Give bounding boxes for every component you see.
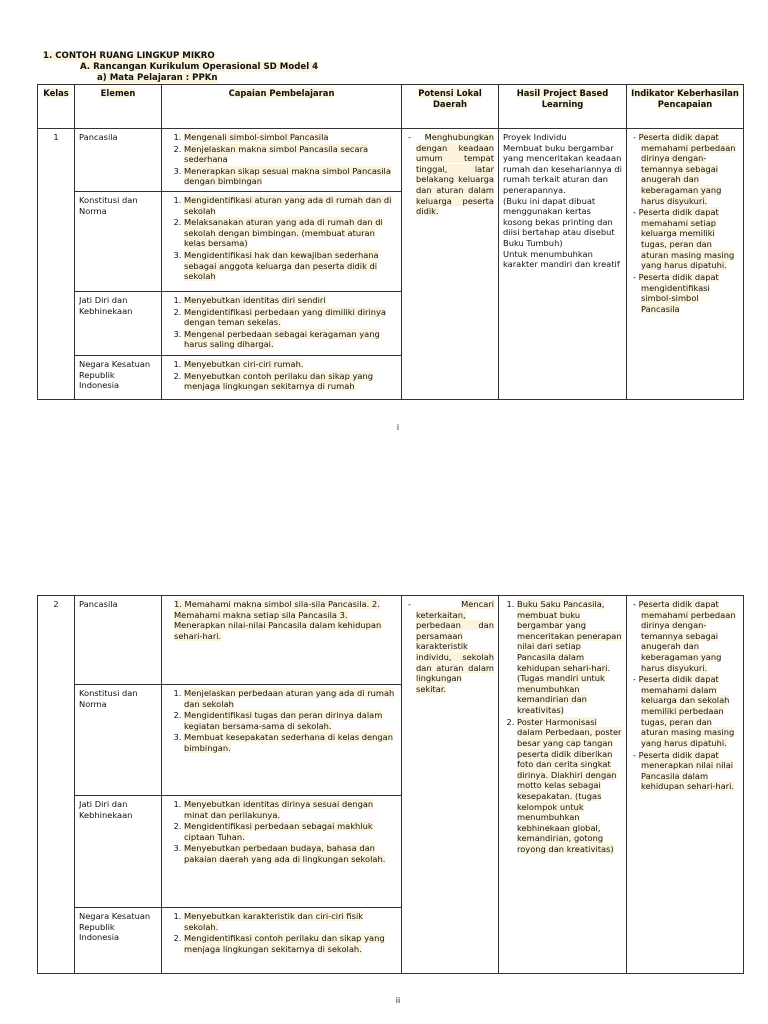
page-number: i [396, 423, 400, 432]
elemen-cell: Jati Diri dan Kebhinekaan [75, 292, 162, 356]
kelas-cell: 2 [38, 596, 75, 974]
header-kelas: Kelas [38, 85, 75, 129]
capaian-item: Membuat kesepakatan sederhana di kelas dengan bimbingan. [184, 732, 394, 754]
potensi-cell: - Menghubungkan dengan keadaan umum tempat tinggal, latar belakang keluarga dan aturan dalam keluarga peserta didik. [402, 129, 499, 400]
potensi-text: Mencari keterkaitan, perbedaan dan persamaan karakteristik individu, sekolah dan aturan dalam lingkungan sekitar. [416, 599, 494, 694]
heading-rancangan: A. Rancangan Kurikulum Operasional SD Model 4 [80, 62, 319, 72]
hasil-line: Untuk menumbuhkan karakter mandiri dan kreatif [503, 248, 620, 270]
indikator-item: Peserta didik dapat mengidentifikasi simbol-simbol Pancasila [638, 271, 719, 314]
hasil-line: Membuat buku bergambar yang menceritakan keadaan rumah dan kesehariannya di rumah terkait aturan dan penerapannya. [503, 142, 622, 196]
kelas-cell: 1 [38, 129, 75, 400]
curriculum-table-kelas-2 [37, 595, 744, 974]
capaian-item: Menyebutkan perbedaan budaya, bahasa dan pakaian daerah yang ada di lingkungan sekolah. [184, 843, 386, 865]
capaian-cell [162, 129, 402, 192]
indikator-item: Peserta didik dapat memahami dalam keluarga dan sekolah memiliki perbedaan tugas, peran dan aturan masing masing yang harus dipatuhi. [638, 674, 735, 748]
capaian-item: Menyebutkan contoh perilaku dan sikap yang menjaga lingkungan sekitarnya di rumah [184, 370, 374, 392]
header-elemen: Elemen [75, 85, 162, 129]
subject-heading [97, 73, 218, 84]
page-number: ii [395, 996, 401, 1005]
capaian-cell [162, 292, 402, 356]
elemen-cell: Pancasila [75, 596, 162, 685]
capaian-cell [162, 596, 402, 685]
indikator-item: Peserta didik dapat memahami setiap keluarga memiliki tugas, peran dan aturan masing masing yang harus dipatuhi. [638, 207, 735, 271]
capaian-item: Menyebutkan identitas diri sendiri [184, 295, 326, 306]
capaian-item: Menyebutkan identitas dirinya sesuai dengan minat dan perilakunya. [184, 799, 374, 820]
header-capaian: Capaian Pembelajaran [162, 85, 402, 129]
hasil-cell [499, 129, 627, 400]
capaian-item: Mengenal perbedaan sebagai keragaman yang harus saling dihargai. [184, 328, 380, 350]
elemen-cell: Pancasila [75, 129, 162, 192]
hasil-cell [499, 596, 627, 974]
potensi-cell: - Mencari keterkaitan, perbedaan dan persamaan karakteristik individu, sekolah dan aturan dalam lingkungan sekitar. [402, 596, 499, 974]
hasil-line: (Buku ini dapat dibuat menggunakan kertas kosong bekas printing dan diisi bertahap atau disebut Buku Tumbuh) [503, 195, 615, 249]
capaian-item: Mengidentifikasi perbedaan yang dimiliki dirinya dengan teman sekelas. [184, 306, 387, 328]
capaian-cell [162, 908, 402, 974]
indikator-cell: - Peserta didik dapat memahami perbedaan dirinya dengan-temannya sebagai anugerah dan keberagaman yang harus disyukuri. - Peserta didik dapat memahami setiap keluarga memiliki tugas, peran dan aturan masing masing yang harus dipatuhi. - Peserta didik dapat mengidentifikasi simbol-simbol Pancasila [627, 129, 744, 400]
capaian-cell [162, 685, 402, 796]
capaian-cell [162, 192, 402, 292]
header-indikator: Indikator Keberhasilan Pencapaian [627, 85, 744, 129]
elemen-cell: Negara Kesatuan Republik Indonesia [75, 356, 162, 400]
capaian-cell [162, 796, 402, 908]
capaian-item: Mengidentifikasi aturan yang ada di rumah dan di sekolah [184, 195, 392, 216]
elemen-cell: Konstitusi dan Norma [75, 685, 162, 796]
capaian-item: 1. Memahami makna simbol sila-sila Pancasila. 2. Memahami makna setiap sila Pancasila 3. Menerapkan nilai-nilai Pancasila dalam kehidupan sehari-hari. [174, 599, 382, 641]
capaian-item: Menerapkan sikap sesuai makna simbol Pancasila dengan bimbingan [184, 165, 391, 187]
elemen-cell: Negara Kesatuan Republik Indonesia [75, 908, 162, 974]
indikator-item: Peserta didik dapat memahami perbedaan dirinya dengan-temannya sebagai anugerah dan keberagaman yang harus disyukuri. [638, 132, 736, 206]
capaian-item: Mengidentifikasi hak dan kewajiban sederhana sebagai anggota keluarga dan peserta didik di sekolah [184, 250, 379, 282]
capaian-item: Mengidentifikasi tugas dan peran dirinya dalam kegiatan bersama-sama di sekolah. [184, 710, 383, 731]
curriculum-table-kelas-1 [37, 84, 744, 400]
hasil-line: Proyek Individu [503, 132, 567, 142]
header-potensi: Potensi Lokal Daerah [402, 85, 499, 129]
indikator-item: Peserta didik dapat menerapkan nilai nilai Pancasila dalam kehidupan sehari-hari. [638, 749, 735, 792]
sub-heading [80, 62, 318, 73]
elemen-cell: Konstitusi dan Norma [75, 192, 162, 292]
section-heading [43, 51, 215, 62]
capaian-cell [162, 356, 402, 400]
capaian-item: Mengidentifikasi perbedaan sebagai makhluk ciptaan Tuhan. [184, 821, 373, 842]
indikator-item: Peserta didik dapat memahami perbedaan dirinya dengan-temannya sebagai anugerah dan keberagaman yang harus disyukuri. [638, 599, 736, 673]
hasil-item: Buku Saku Pancasila, membuat buku bergambar yang menceritakan penerapan nilai dari setiap Pancasila dalam kehidupan sehari-hari. (Tugas mandiri untuk menumbuhkan kemandirian dan kreativitas) [517, 599, 622, 716]
capaian-item: Menjelaskan perbedaan aturan yang ada di rumah dan sekolah [184, 688, 395, 709]
table-row [38, 596, 744, 685]
header-hasil: Hasil Project Based Learning [499, 85, 627, 129]
capaian-item: Mengenali simbol-simbol Pancasila [184, 132, 329, 142]
capaian-item: Menyebutkan karakteristik dan ciri-ciri fisik sekolah. [184, 911, 364, 932]
indikator-cell: - Peserta didik dapat memahami perbedaan dirinya dengan-temannya sebagai anugerah dan keberagaman yang harus disyukuri. - Peserta didik dapat memahami dalam keluarga dan sekolah memiliki perbedaan tugas, peran dan aturan masing masing yang harus dipatuhi. - Peserta didik dapat menerapkan nilai nilai Pancasila dalam kehidupan sehari-hari. [627, 596, 744, 974]
capaian-item: Menyebutkan ciri-ciri rumah. [184, 359, 304, 370]
heading-ruang-lingkup: 1. CONTOH RUANG LINGKUP MIKRO [43, 51, 215, 61]
heading-mata-pelajaran: a) Mata Pelajaran : PPKn [97, 73, 218, 83]
capaian-item: Menjelaskan makna simbol Pancasila secara sederhana [184, 143, 369, 165]
capaian-item: Mengidentifikasi contoh perilaku dan sikap yang menjaga lingkungan sekitarnya di sekolah. [184, 933, 385, 954]
hasil-item: Poster Harmonisasi dalam Perbedaan, poster besar yang cap tangan peserta didik diberikan foto dan cerita singkat dirinya. Diakhiri dengan motto kelas sebagai kesepakatan. (tugas kelompok untuk menumbuhkan kebhinekaan global, kemandirian, gotong royong dan kreativitas) [517, 716, 622, 855]
elemen-cell: Jati Diri dan Kebhinekaan [75, 796, 162, 908]
capaian-item: Melaksanakan aturan yang ada di rumah dan di sekolah dengan bimbingan. (membuat aturan kelas bersama) [184, 217, 383, 249]
potensi-text: Menghubungkan dengan keadaan umum tempat tinggal, latar belakang keluarga dan aturan dalam keluarga peserta didik. [416, 132, 494, 217]
table-row [38, 129, 744, 192]
table-header-row [38, 85, 744, 129]
